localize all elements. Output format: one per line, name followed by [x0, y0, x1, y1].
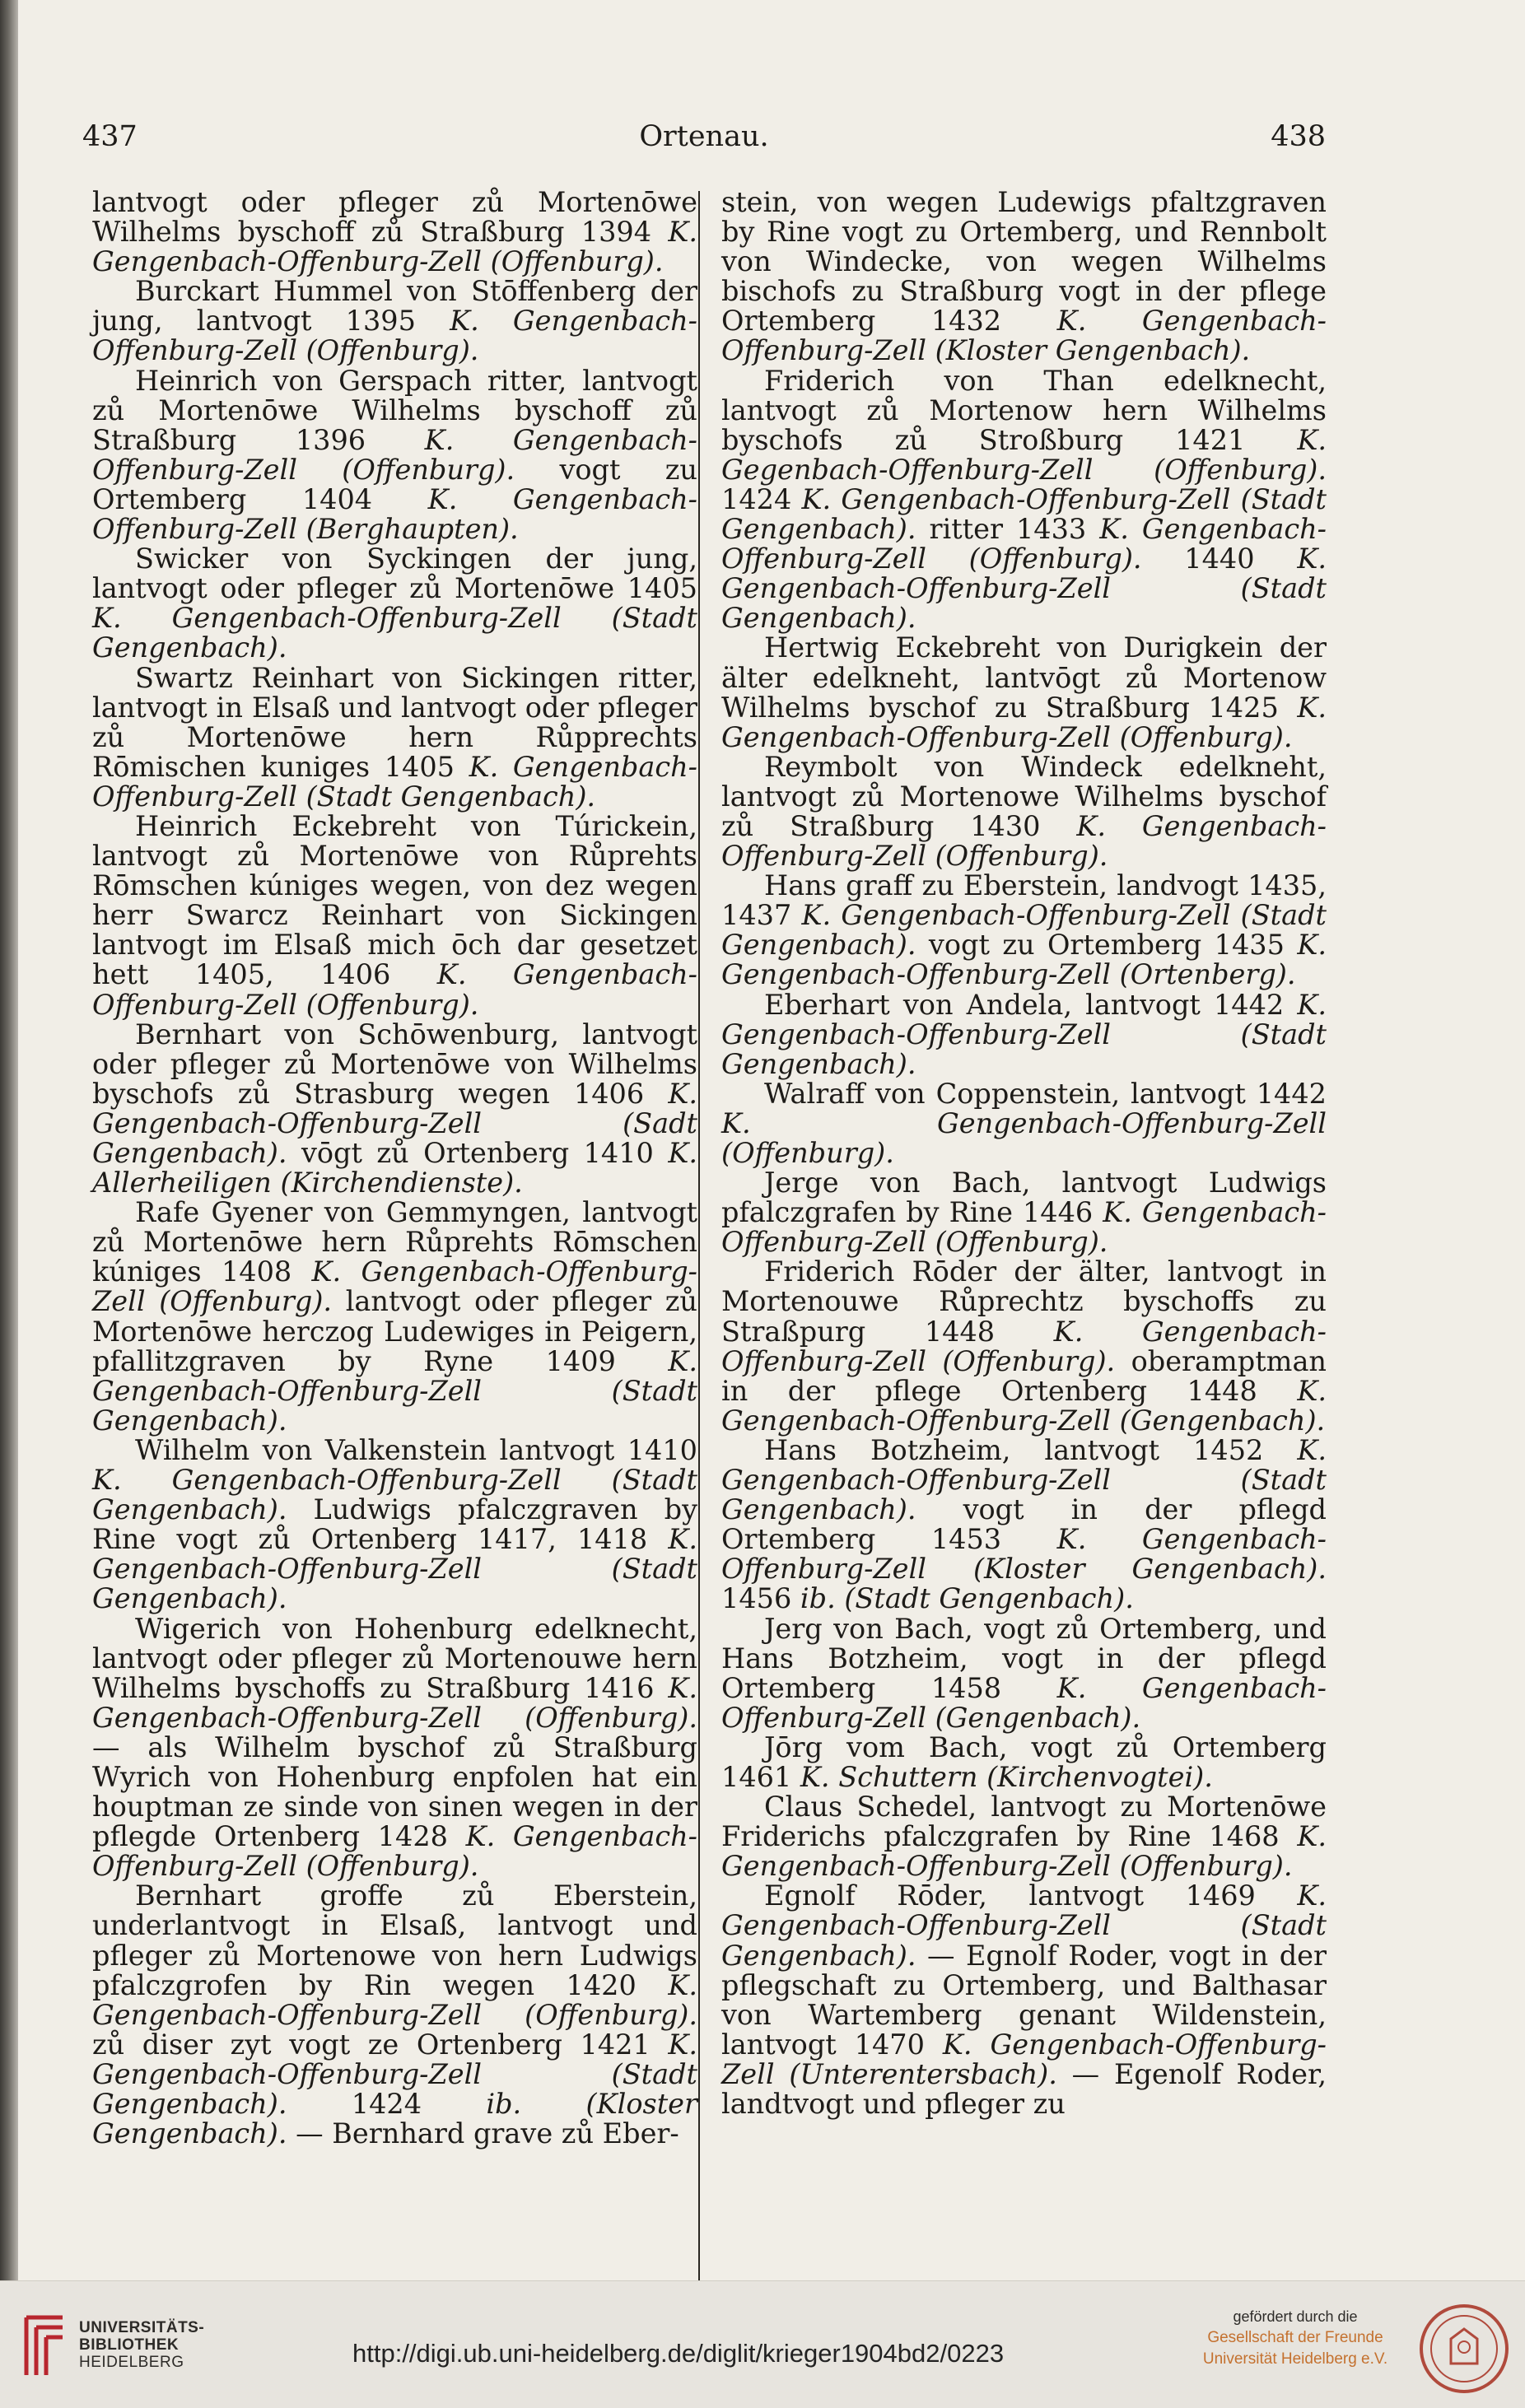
- page-number-right: 438: [1271, 120, 1326, 153]
- book-binding-edge: [0, 0, 18, 2280]
- entry-paragraph: Bernhart von Schōwenburg, lantvogt oder pfleger zů Mortenōwe von Wilhelms byschofs zů Strasburg wegen 1406 K. Gengenbach-Offenburg-Zell (Sadt Gengenbach). vōgt zů Ortenberg 1410 K. Allerheiligen (Kirchendienste).: [92, 1018, 697, 1199]
- entry-paragraph: Rafe Gyener von Gemmyngen, lantvogt zů Mortenōwe hern Růprehts Rōmschen kúniges 1408 K. Gengenbach-Offenburg-Zell (Offenburg). lantvogt oder pfleger zů Mortenōwe herczog Ludewiges in Peigern, pfallitzgraven by Ryne 1409 K. Gengenbach-Offenburg-Zell (Stadt Gengenbach).: [92, 1196, 697, 1437]
- entry-paragraph: Wilhelm von Valkenstein lantvogt 1410 K. Gengenbach-Offenburg-Zell (Stadt Gengenbach). Ludwigs pfalczgraven by Rine vogt zů Ortenberg 1417, 1418 K. Gengenbach-Offenburg-Zell (Stadt Gengenbach).: [92, 1433, 697, 1615]
- entry-paragraph: Jerge von Bach, lantvogt Ludwigs pfalczgrafen by Rine 1446 K. Gengenbach-Offenburg-Zell (Offenburg).: [721, 1167, 1327, 1259]
- library-name: [79, 2319, 204, 2371]
- entry-paragraph: Reymbolt von Windeck edelkneht, lantvogt zů Mortenowe Wilhelms byschof zů Straßburg 1430 K. Gengenbach-Offenburg-Zell (Offenburg).: [721, 750, 1327, 873]
- entry-paragraph: Hans graff zu Eberstein, landvogt 1435, 1437 K. Gengenbach-Offenburg-Zell (Stadt Gengenbach). vogt zu Ortemberg 1435 K. Gengenbach-Offenburg-Zell (Ortenberg).: [721, 869, 1327, 991]
- society-name-line-1: Gesellschaft der Freunde: [1207, 2329, 1383, 2346]
- funder-credit: [1184, 2306, 1406, 2370]
- column-divider: [698, 191, 700, 2282]
- entry-paragraph: Walraff von Coppenstein, lantvogt 1442 K. Gengenbach-Offenburg-Zell (Offenburg).: [721, 1077, 1327, 1169]
- entry-paragraph: Bernhart groffe zů Eberstein, underlantvogt in Elsaß, lantvogt und pfleger zů Mortenowe von hern Ludwigs pfalczgrofen by Rin wegen 1420 K. Gengenbach-Offenburg-Zell (Offenburg). zů diser zyt vogt ze Ortenberg 1421 K. Gengenbach-Offenburg-Zell (Stadt Gengenbach). 1424 ib. (Kloster Gengenbach). — Bernhard grave zů Eber-: [92, 1879, 697, 2150]
- university-seal-icon: [1418, 2303, 1510, 2395]
- left-column: [92, 188, 697, 2149]
- entry-paragraph: Swicker von Syckingen der jung, lantvogt oder pfleger zů Mortenōwe 1405 K. Gengenbach-Offenburg-Zell (Stadt Gengenbach).: [92, 543, 697, 664]
- permalink-url[interactable]: http://digi.ub.uni-heidelberg.de/diglit/krieger1904bd2/0223: [352, 2339, 1005, 2368]
- entry-paragraph: Eberhart von Andela, lantvogt 1442 K. Gengenbach-Offenburg-Zell (Stadt Gengenbach).: [721, 988, 1327, 1080]
- society-name-line-2: Universität Heidelberg e.V.: [1202, 2350, 1388, 2368]
- entry-paragraph: Swartz Reinhart von Sickingen ritter, lantvogt in Elsaß und lantvogt oder pfleger zů Mortenōwe hern Růpprechts Rōmischen kuniges 1405 K. Gengenbach-Offenburg-Zell (Stadt Gengenbach).: [92, 661, 697, 813]
- right-column: [721, 188, 1327, 2119]
- library-line-3: HEIDELBERG: [79, 2354, 184, 2371]
- entry-paragraph: Friderich Rōder der älter, lantvogt in Mortenouwe Růprechtz byschoffs zu Straßpurg 1448 K. Gengenbach-Offenburg-Zell (Offenburg). oberamptman in der pflege Ortenberg 1448 K. Gengenbach-Offenburg-Zell (Gengenbach).: [721, 1255, 1327, 1437]
- page-header: [82, 114, 1326, 163]
- library-line-2: BIBLIOTHEK: [79, 2336, 180, 2354]
- running-title: Ortenau.: [639, 120, 769, 153]
- entry-paragraph: Friderich von Than edelknecht, lantvogt zů Mortenow hern Wilhelms byschofs zů Stroßburg 1421 K. Gegenbach-Offenburg-Zell (Offenburg). 1424 K. Gengenbach-Offenburg-Zell (Stadt Gengenbach). ritter 1433 K. Gengenbach-Offenburg-Zell (Offenburg). 1440 K. Gengenbach-Offenburg-Zell (Stadt Gengenbach).: [721, 364, 1327, 635]
- entry-paragraph: Jerg von Bach, vogt zů Ortemberg, und Hans Botzheim, vogt in der pflegd Ortemberg 1458 K. Gengenbach-Offenburg-Zell (Gengenbach).: [721, 1612, 1327, 1734]
- page-number-left: 437: [82, 120, 138, 153]
- university-library-logo-icon: [18, 2309, 71, 2383]
- library-line-1: UNIVERSITÄTS-: [79, 2319, 205, 2336]
- entry-paragraph: Heinrich Eckebreht von Túrickein, lantvogt zů Mortenōwe von Růprehts Rōmschen kúniges wegen, von dez wegen herr Swarcz Reinhart von Sickingen lantvogt im Elsaß mich ōch dar gesetzet hett 1405, 1406 K. Gengenbach-Offenburg-Zell (Offenburg).: [92, 809, 697, 1021]
- entry-paragraph: Hertwig Eckebreht von Durigkein der älter edelkneht, lantvōgt zů Mortenow Wilhelms byschof zu Straßburg 1425 K. Gengenbach-Offenburg-Zell (Offenburg).: [721, 631, 1327, 753]
- entry-paragraph: Claus Schedel, lantvogt zu Mortenōwe Friderichs pfalczgrafen by Rine 1468 K. Gengenbach-Offenburg-Zell (Offenburg).: [721, 1791, 1327, 1883]
- viewer-footer: [0, 2280, 1525, 2408]
- entry-paragraph: Egnolf Rōder, lantvogt 1469 K. Gengenbach-Offenburg-Zell (Stadt Gengenbach). — Egnolf Roder, vogt in der pflegschaft zu Ortemberg, und Balthasar von Wartemberg genant Wildenstein, lantvogt 1470 K. Gengenbach-Offenburg-Zell (Unterentersbach). — Egenolf Roder, landtvogt und pfleger zu: [721, 1879, 1327, 2120]
- entry-paragraph: Heinrich von Gerspach ritter, lantvogt zů Mortenōwe Wilhelms byschoff zů Straßburg 1396 K. Gengenbach-Offenburg-Zell (Offenburg). vogt zu Ortemberg 1404 K. Gengenbach-Offenburg-Zell (Berghaupten).: [92, 364, 698, 546]
- funded-by-label: gefördert durch die: [1233, 2308, 1358, 2325]
- entry-paragraph: Wigerich von Hohenburg edelknecht, lantvogt oder pfleger zů Mortenouwe hern Wilhelms byschoffs zu Straßburg 1416 K. Gengenbach-Offenburg-Zell (Offenburg). — als Wilhelm byschof zů Straßburg Wyrich von Hohenburg enpfolen hat ein houptman ze sinde von sinen wegen in der pflegde Ortenberg 1428 K. Gengenbach-Offenburg-Zell (Offenburg).: [92, 1612, 697, 1883]
- entry-paragraph: Jōrg vom Bach, vogt zů Ortemberg 1461 K. Schuttern (Kirchenvogtei).: [721, 1730, 1327, 1793]
- entry-paragraph: Burckart Hummel von Stōffenberg der jung, lantvogt 1395 K. Gengenbach-Offenburg-Zell (Offenburg).: [92, 275, 698, 367]
- entry-paragraph: lantvogt oder pfleger zů Mortenōwe Wilhelms byschoff zů Straßburg 1394 K. Gengenbach-Offenburg-Zell (Offenburg).: [92, 186, 697, 278]
- entry-paragraph: stein, von wegen Ludewigs pfaltzgraven by Rine vogt zu Ortemberg, und Rennbolt von Windecke, von wegen Wilhelms bischofs zu Straßburg vogt in der pflege Ortemberg 1432 K. Gengenbach-Offenburg-Zell (Kloster Gengenbach).: [721, 186, 1327, 367]
- entry-paragraph: Hans Botzheim, lantvogt 1452 K. Gengenbach-Offenburg-Zell (Stadt Gengenbach). vogt in der pflegd Ortemberg 1453 K. Gengenbach-Offenburg-Zell (Kloster Gengenbach). 1456 ib. (Stadt Gengenbach).: [721, 1433, 1327, 1615]
